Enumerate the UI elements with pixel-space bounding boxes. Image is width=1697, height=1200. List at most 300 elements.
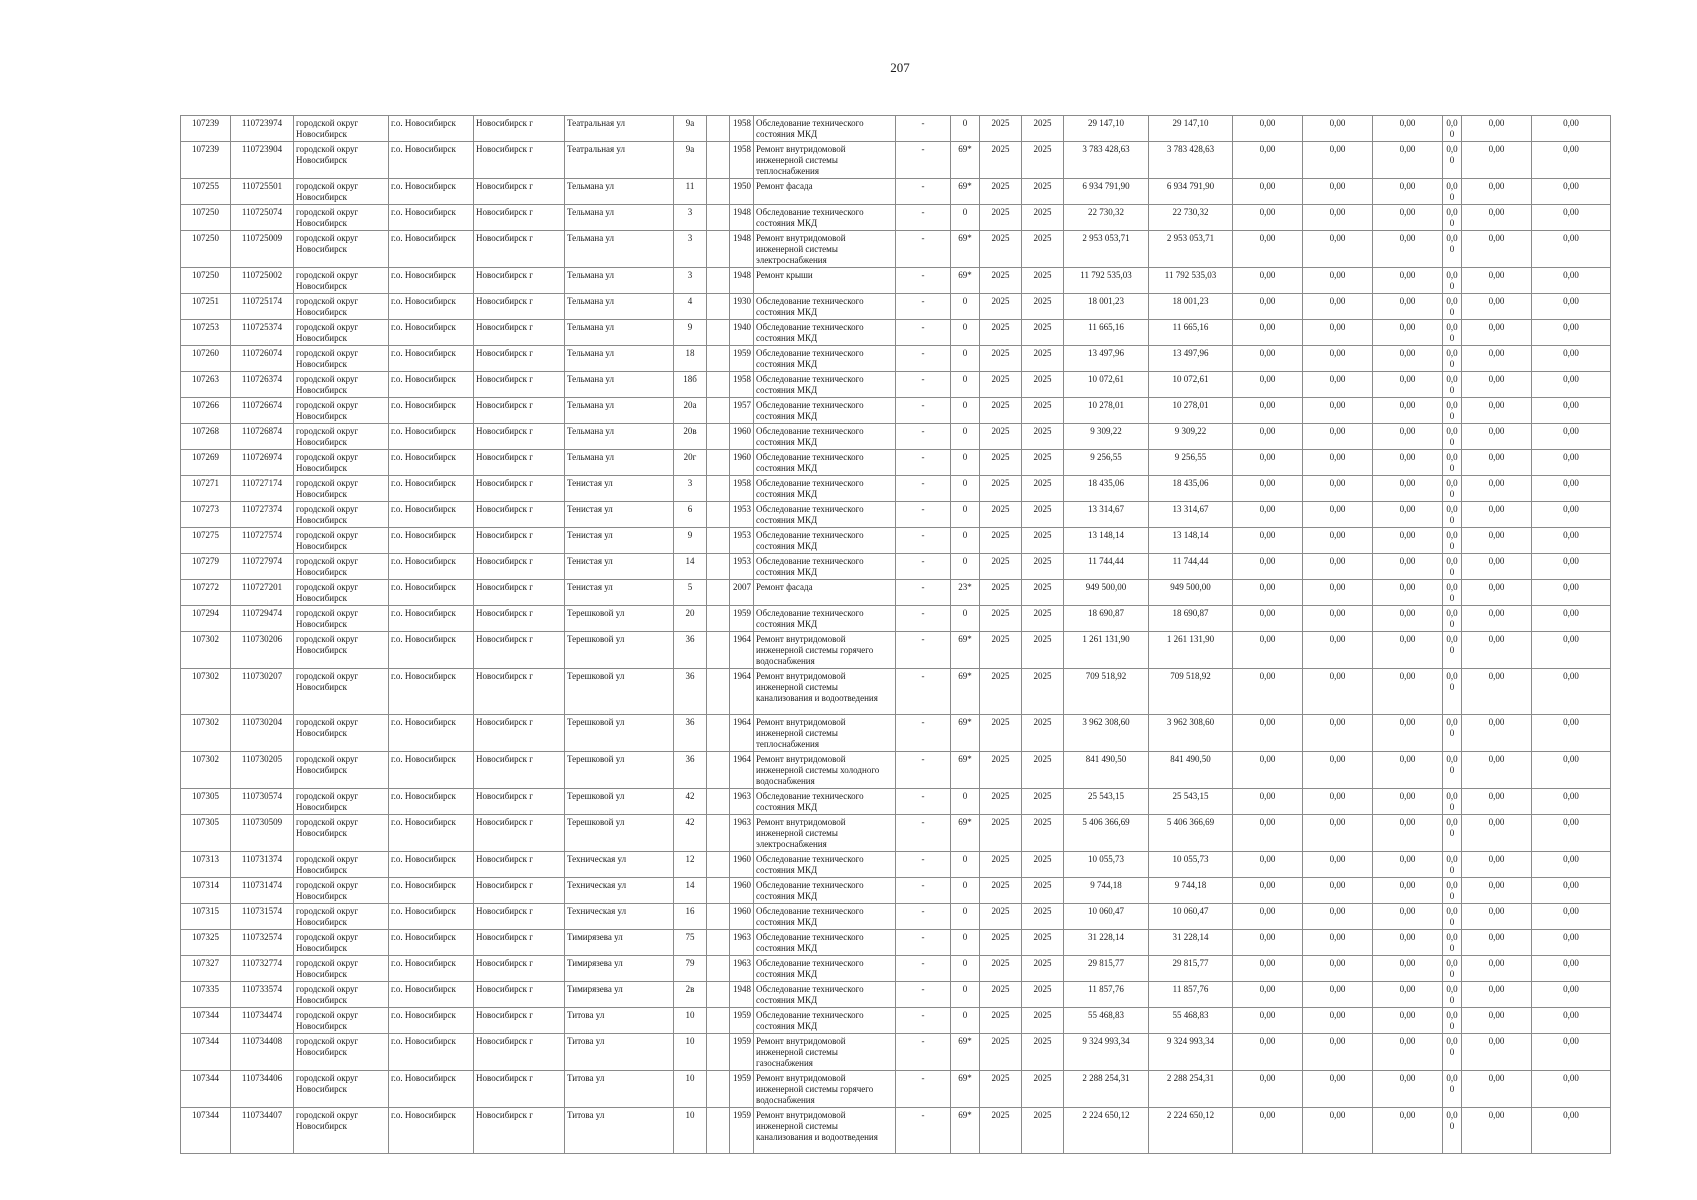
cell-building [707,852,730,878]
cell-municipal-district: г.о. Новосибирск [389,752,474,789]
cell-cost-regional: 0,00 [1303,904,1373,930]
cell-unit: - [896,502,951,528]
cell-cost-owners: 0,00 [1462,669,1532,715]
cell-cost-regional: 0,00 [1303,815,1373,852]
cell-cost-other-sources: 0,00 [1532,476,1611,502]
table-row [181,424,1611,450]
cell-cost-owners: 0,00 [1462,320,1532,346]
repair-program-table [180,115,1611,1154]
cell-start-year: 2025 [980,789,1022,815]
cell-cost-fund: 2 288 254,31 [1149,1071,1233,1108]
cell-cost-federal: 0,00 [1233,205,1303,231]
cell-house-number: 36 [674,752,707,789]
cell-street: Терешковой ул [565,606,674,632]
cell-work-type: Обследование технического состояния МКД [754,502,896,528]
cell-cost-owners: 0,00 [1462,205,1532,231]
cell-street: Тимирязева ул [565,930,674,956]
cell-cost-federal: 0,00 [1233,904,1303,930]
cell-cost-local: 0,00 [1373,632,1443,669]
cell-building [707,372,730,398]
cell-year-built: 1953 [730,502,754,528]
cell-total-cost: 1 261 131,90 [1064,632,1149,669]
cell-year-built: 1948 [730,205,754,231]
cell-street: Титова ул [565,1071,674,1108]
cell-cost-other-sources: 0,00 [1532,372,1611,398]
cell-cost-owners: 0,00 [1462,752,1532,789]
cell-work-type: Обследование технического состояния МКД [754,554,896,580]
cell-work-type: Обследование технического состояния МКД [754,789,896,815]
cell-end-year: 2025 [1022,528,1064,554]
cell-house-id: 107253 [181,320,231,346]
cell-end-year: 2025 [1022,752,1064,789]
cell-municipality: городской округ Новосибирск [294,179,389,205]
cell-municipality: городской округ Новосибирск [294,1034,389,1071]
cell-end-year: 2025 [1022,179,1064,205]
cell-street: Тельмана ул [565,294,674,320]
cell-total-cost: 841 490,50 [1064,752,1149,789]
table-row [181,179,1611,205]
cell-cost-other-sources: 0,00 [1532,789,1611,815]
cell-municipal-district: г.о. Новосибирск [389,205,474,231]
cell-cost-regional: 0,00 [1303,372,1373,398]
cell-building [707,205,730,231]
cell-cost-owners: 0,00 [1462,1008,1532,1034]
cell-cost-fund: 2 953 053,71 [1149,231,1233,268]
cell-cost-federal: 0,00 [1233,930,1303,956]
cell-work-id: 110732774 [231,956,294,982]
cell-wear-percent: 0 [951,606,980,632]
cell-end-year: 2025 [1022,632,1064,669]
cell-municipality: городской округ Новосибирск [294,606,389,632]
cell-cost-local: 0,00 [1373,580,1443,606]
cell-municipality: городской округ Новосибирск [294,205,389,231]
cell-settlement: Новосибирск г [474,1108,565,1154]
cell-work-type: Ремонт фасада [754,179,896,205]
cell-municipality: городской округ Новосибирск [294,450,389,476]
cell-municipal-district: г.о. Новосибирск [389,450,474,476]
cell-house-number: 3 [674,476,707,502]
cell-street: Тенистая ул [565,476,674,502]
cell-start-year: 2025 [980,752,1022,789]
cell-start-year: 2025 [980,294,1022,320]
cell-cost-federal: 0,00 [1233,528,1303,554]
cell-cost-federal: 0,00 [1233,346,1303,372]
cell-end-year: 2025 [1022,878,1064,904]
cell-municipal-district: г.о. Новосибирск [389,424,474,450]
cell-cost-regional: 0,00 [1303,982,1373,1008]
cell-work-type: Ремонт внутридомовой инженерной системы электроснабжения [754,231,896,268]
cell-total-cost: 10 072,61 [1064,372,1149,398]
cell-cost-local: 0,00 [1373,878,1443,904]
cell-cost-owners: 0,00 [1462,789,1532,815]
cell-cost-federal: 0,00 [1233,476,1303,502]
cell-year-built: 1930 [730,294,754,320]
cell-municipal-district: г.о. Новосибирск [389,502,474,528]
cell-municipal-district: г.о. Новосибирск [389,904,474,930]
cell-unit: - [896,878,951,904]
cell-cost-fund: 25 543,15 [1149,789,1233,815]
cell-cost-other: 0,00 [1443,268,1462,294]
cell-house-number: 10 [674,1008,707,1034]
cell-cost-other: 0,00 [1443,450,1462,476]
cell-cost-regional: 0,00 [1303,116,1373,142]
cell-wear-percent: 69* [951,1108,980,1154]
cell-total-cost: 9 324 993,34 [1064,1034,1149,1071]
cell-settlement: Новосибирск г [474,752,565,789]
cell-year-built: 1960 [730,450,754,476]
cell-cost-regional: 0,00 [1303,632,1373,669]
cell-end-year: 2025 [1022,502,1064,528]
cell-street: Театральная ул [565,116,674,142]
cell-cost-other: 0,00 [1443,179,1462,205]
cell-cost-local: 0,00 [1373,346,1443,372]
cell-municipality: городской округ Новосибирск [294,852,389,878]
cell-year-built: 1957 [730,398,754,424]
cell-house-id: 107273 [181,502,231,528]
cell-work-id: 110733574 [231,982,294,1008]
cell-cost-regional: 0,00 [1303,1108,1373,1154]
cell-total-cost: 10 060,47 [1064,904,1149,930]
cell-end-year: 2025 [1022,669,1064,715]
cell-work-id: 110727374 [231,502,294,528]
cell-wear-percent: 0 [951,320,980,346]
cell-end-year: 2025 [1022,116,1064,142]
cell-cost-other-sources: 0,00 [1532,852,1611,878]
cell-total-cost: 5 406 366,69 [1064,815,1149,852]
cell-wear-percent: 0 [951,982,980,1008]
cell-year-built: 1958 [730,142,754,179]
cell-cost-federal: 0,00 [1233,179,1303,205]
table-row [181,142,1611,179]
cell-work-id: 110727174 [231,476,294,502]
cell-cost-other: 0,00 [1443,554,1462,580]
cell-start-year: 2025 [980,904,1022,930]
cell-municipal-district: г.о. Новосибирск [389,815,474,852]
cell-street: Тельмана ул [565,268,674,294]
cell-street: Титова ул [565,1034,674,1071]
cell-building [707,528,730,554]
cell-work-type: Обследование технического состояния МКД [754,424,896,450]
cell-cost-other: 0,00 [1443,632,1462,669]
cell-work-type: Обследование технического состояния МКД [754,294,896,320]
cell-cost-fund: 841 490,50 [1149,752,1233,789]
cell-unit: - [896,956,951,982]
cell-start-year: 2025 [980,1034,1022,1071]
cell-cost-local: 0,00 [1373,476,1443,502]
cell-cost-fund: 11 857,76 [1149,982,1233,1008]
cell-unit: - [896,205,951,231]
cell-cost-local: 0,00 [1373,930,1443,956]
cell-settlement: Новосибирск г [474,268,565,294]
cell-municipal-district: г.о. Новосибирск [389,632,474,669]
cell-unit: - [896,1071,951,1108]
cell-start-year: 2025 [980,424,1022,450]
cell-cost-other-sources: 0,00 [1532,179,1611,205]
cell-cost-fund: 6 934 791,90 [1149,179,1233,205]
cell-total-cost: 11 665,16 [1064,320,1149,346]
cell-street: Терешковой ул [565,752,674,789]
cell-work-id: 110734474 [231,1008,294,1034]
cell-house-id: 107325 [181,930,231,956]
cell-house-number: 18б [674,372,707,398]
table-row [181,294,1611,320]
cell-start-year: 2025 [980,580,1022,606]
cell-wear-percent: 0 [951,116,980,142]
cell-end-year: 2025 [1022,554,1064,580]
cell-cost-fund: 18 690,87 [1149,606,1233,632]
cell-street: Тимирязева ул [565,982,674,1008]
cell-work-type: Ремонт внутридомовой инженерной системы газоснабжения [754,1034,896,1071]
cell-end-year: 2025 [1022,142,1064,179]
cell-end-year: 2025 [1022,476,1064,502]
table-row [181,1071,1611,1108]
cell-cost-other: 0,00 [1443,930,1462,956]
cell-house-id: 107271 [181,476,231,502]
cell-cost-other-sources: 0,00 [1532,424,1611,450]
cell-cost-local: 0,00 [1373,752,1443,789]
cell-end-year: 2025 [1022,1034,1064,1071]
cell-cost-federal: 0,00 [1233,450,1303,476]
cell-cost-regional: 0,00 [1303,1034,1373,1071]
cell-settlement: Новосибирск г [474,789,565,815]
cell-total-cost: 9 256,55 [1064,450,1149,476]
cell-house-id: 107344 [181,1008,231,1034]
cell-cost-regional: 0,00 [1303,476,1373,502]
cell-cost-fund: 13 314,67 [1149,502,1233,528]
cell-street: Тельмана ул [565,320,674,346]
cell-house-id: 107250 [181,205,231,231]
cell-total-cost: 18 001,23 [1064,294,1149,320]
cell-cost-other: 0,00 [1443,669,1462,715]
cell-cost-regional: 0,00 [1303,606,1373,632]
cell-settlement: Новосибирск г [474,231,565,268]
cell-cost-other-sources: 0,00 [1532,268,1611,294]
cell-cost-fund: 9 324 993,34 [1149,1034,1233,1071]
cell-house-number: 3 [674,231,707,268]
cell-year-built: 1959 [730,1108,754,1154]
cell-municipality: городской округ Новосибирск [294,476,389,502]
cell-cost-other-sources: 0,00 [1532,231,1611,268]
cell-cost-local: 0,00 [1373,1108,1443,1154]
cell-work-id: 110725374 [231,320,294,346]
table-row [181,450,1611,476]
cell-house-id: 107335 [181,982,231,1008]
cell-cost-other: 0,00 [1443,606,1462,632]
cell-wear-percent: 0 [951,956,980,982]
cell-cost-owners: 0,00 [1462,554,1532,580]
cell-house-id: 107251 [181,294,231,320]
table-row [181,528,1611,554]
cell-house-number: 9 [674,320,707,346]
cell-cost-local: 0,00 [1373,789,1443,815]
cell-settlement: Новосибирск г [474,580,565,606]
cell-building [707,752,730,789]
cell-unit: - [896,815,951,852]
cell-unit: - [896,606,951,632]
cell-year-built: 1960 [730,852,754,878]
cell-work-id: 110726874 [231,424,294,450]
cell-house-number: 9а [674,142,707,179]
cell-work-id: 110731474 [231,878,294,904]
cell-year-built: 1959 [730,1008,754,1034]
cell-municipality: городской округ Новосибирск [294,632,389,669]
cell-work-type: Ремонт внутридомовой инженерной системы горячего водоснабжения [754,632,896,669]
cell-cost-other: 0,00 [1443,1008,1462,1034]
cell-wear-percent: 69* [951,1071,980,1108]
cell-total-cost: 18 435,06 [1064,476,1149,502]
cell-municipal-district: г.о. Новосибирск [389,1034,474,1071]
cell-house-number: 3 [674,268,707,294]
cell-work-id: 110734407 [231,1108,294,1154]
cell-end-year: 2025 [1022,852,1064,878]
cell-cost-regional: 0,00 [1303,669,1373,715]
cell-cost-federal: 0,00 [1233,715,1303,752]
cell-year-built: 1959 [730,1071,754,1108]
cell-end-year: 2025 [1022,398,1064,424]
cell-work-id: 110727574 [231,528,294,554]
cell-cost-other: 0,00 [1443,878,1462,904]
cell-unit: - [896,268,951,294]
cell-building [707,476,730,502]
cell-municipality: городской округ Новосибирск [294,372,389,398]
cell-cost-fund: 18 001,23 [1149,294,1233,320]
cell-wear-percent: 0 [951,372,980,398]
cell-municipality: городской округ Новосибирск [294,424,389,450]
cell-cost-federal: 0,00 [1233,398,1303,424]
cell-house-id: 107313 [181,852,231,878]
cell-cost-fund: 13 148,14 [1149,528,1233,554]
cell-end-year: 2025 [1022,904,1064,930]
cell-house-id: 107302 [181,752,231,789]
table-row [181,268,1611,294]
cell-cost-other: 0,00 [1443,231,1462,268]
cell-year-built: 1959 [730,1034,754,1071]
cell-house-number: 10 [674,1071,707,1108]
cell-settlement: Новосибирск г [474,398,565,424]
cell-work-id: 110727974 [231,554,294,580]
cell-municipality: городской округ Новосибирск [294,231,389,268]
cell-unit: - [896,179,951,205]
cell-cost-other-sources: 0,00 [1532,1108,1611,1154]
cell-street: Техническая ул [565,904,674,930]
cell-cost-other-sources: 0,00 [1532,752,1611,789]
cell-work-id: 110732574 [231,930,294,956]
cell-building [707,1034,730,1071]
cell-cost-owners: 0,00 [1462,632,1532,669]
cell-municipal-district: г.о. Новосибирск [389,554,474,580]
cell-building [707,982,730,1008]
cell-settlement: Новосибирск г [474,554,565,580]
cell-house-id: 107255 [181,179,231,205]
cell-cost-other-sources: 0,00 [1532,815,1611,852]
cell-cost-fund: 1 261 131,90 [1149,632,1233,669]
cell-municipal-district: г.о. Новосибирск [389,1108,474,1154]
cell-house-id: 107302 [181,669,231,715]
cell-cost-local: 0,00 [1373,1034,1443,1071]
cell-start-year: 2025 [980,878,1022,904]
table-row [181,116,1611,142]
cell-municipality: городской округ Новосибирск [294,398,389,424]
cell-year-built: 1964 [730,669,754,715]
cell-municipal-district: г.о. Новосибирск [389,116,474,142]
cell-cost-other-sources: 0,00 [1532,580,1611,606]
cell-wear-percent: 69* [951,815,980,852]
cell-total-cost: 29 147,10 [1064,116,1149,142]
cell-cost-other: 0,00 [1443,476,1462,502]
cell-work-id: 110723904 [231,142,294,179]
cell-unit: - [896,372,951,398]
cell-cost-federal: 0,00 [1233,231,1303,268]
cell-start-year: 2025 [980,1008,1022,1034]
cell-cost-federal: 0,00 [1233,789,1303,815]
cell-total-cost: 13 148,14 [1064,528,1149,554]
cell-work-type: Обследование технического состояния МКД [754,346,896,372]
cell-cost-other: 0,00 [1443,528,1462,554]
cell-building [707,632,730,669]
table-row [181,606,1611,632]
cell-cost-owners: 0,00 [1462,142,1532,179]
cell-cost-other-sources: 0,00 [1532,878,1611,904]
cell-cost-local: 0,00 [1373,398,1443,424]
cell-start-year: 2025 [980,320,1022,346]
cell-cost-other-sources: 0,00 [1532,294,1611,320]
cell-wear-percent: 0 [951,930,980,956]
table-row [181,502,1611,528]
cell-house-number: 9а [674,116,707,142]
cell-house-id: 107344 [181,1034,231,1071]
cell-settlement: Новосибирск г [474,904,565,930]
cell-unit: - [896,715,951,752]
cell-cost-other-sources: 0,00 [1532,669,1611,715]
cell-cost-local: 0,00 [1373,982,1443,1008]
cell-end-year: 2025 [1022,450,1064,476]
cell-municipality: городской округ Новосибирск [294,956,389,982]
cell-cost-regional: 0,00 [1303,205,1373,231]
cell-cost-federal: 0,00 [1233,632,1303,669]
cell-work-type: Обследование технического состояния МКД [754,116,896,142]
cell-cost-regional: 0,00 [1303,930,1373,956]
cell-house-number: 14 [674,554,707,580]
cell-work-id: 110730509 [231,815,294,852]
cell-cost-federal: 0,00 [1233,852,1303,878]
cell-house-number: 16 [674,904,707,930]
cell-work-type: Обследование технического состояния МКД [754,878,896,904]
cell-wear-percent: 69* [951,752,980,789]
cell-house-number: 6 [674,502,707,528]
cell-end-year: 2025 [1022,205,1064,231]
cell-cost-other-sources: 0,00 [1532,346,1611,372]
cell-cost-federal: 0,00 [1233,502,1303,528]
cell-work-id: 110725501 [231,179,294,205]
cell-house-id: 107239 [181,116,231,142]
cell-year-built: 1959 [730,346,754,372]
cell-settlement: Новосибирск г [474,294,565,320]
cell-work-id: 110725002 [231,268,294,294]
cell-municipality: городской округ Новосибирск [294,930,389,956]
cell-building [707,715,730,752]
cell-cost-local: 0,00 [1373,502,1443,528]
cell-municipality: городской округ Новосибирск [294,554,389,580]
cell-cost-fund: 11 792 535,03 [1149,268,1233,294]
cell-house-id: 107327 [181,956,231,982]
cell-building [707,142,730,179]
cell-year-built: 1963 [730,930,754,956]
cell-building [707,1071,730,1108]
cell-house-id: 107269 [181,450,231,476]
cell-cost-other-sources: 0,00 [1532,715,1611,752]
cell-street: Тельмана ул [565,424,674,450]
cell-house-number: 20а [674,398,707,424]
